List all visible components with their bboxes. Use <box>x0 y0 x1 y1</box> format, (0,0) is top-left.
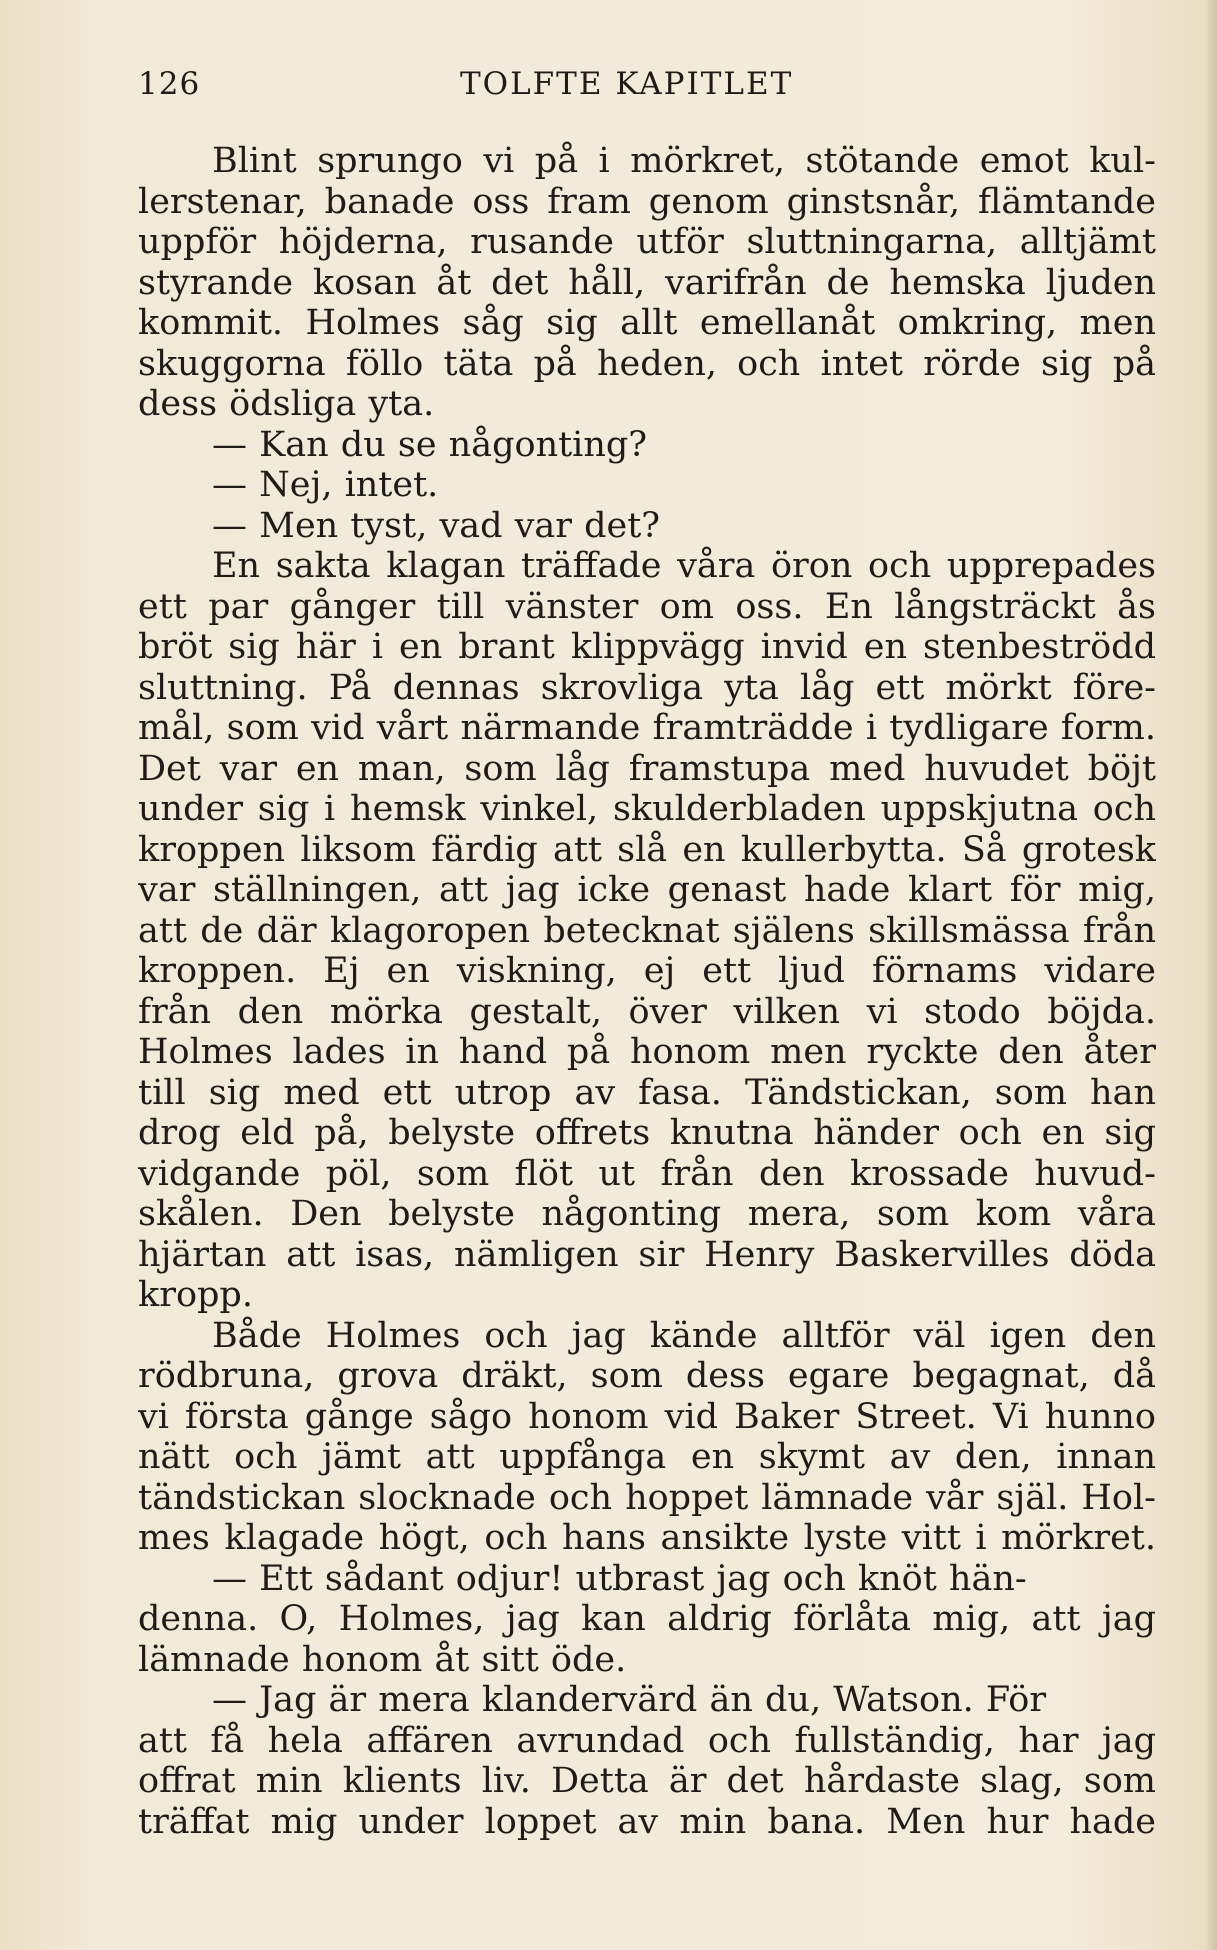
text-line-11: En sakta klagan träffade våra öron och upprepades <box>212 546 1156 586</box>
body-text <box>138 141 1156 1842</box>
text-line-34: tändstickan slocknade och hoppet lämnade vår själ. Hol- <box>138 1477 1156 1518</box>
text-line-3: uppför höjderna, rusande utför sluttningarna, alltjämt <box>138 222 1156 262</box>
text-line-15: mål, som vid vårt närmande framträdde i tydligare form. <box>138 708 1156 748</box>
text-line-10: — Men tyst, vad var det? <box>212 505 661 546</box>
text-line-35: mes klagade högt, och hans ansikte lyste vitt i mörkret. <box>138 1518 1156 1558</box>
text-line-31: rödbruna, grova dräkt, som dess egare begagnat, då <box>138 1356 1156 1396</box>
text-line-2: lerstenar, banade oss fram genom ginstsnår, flämtande <box>138 181 1156 222</box>
text-line-17: under sig i hemsk vinkel, skulderbladen uppskjutna och <box>138 789 1156 829</box>
text-line-23: Holmes lades in hand på honom men ryckte den åter <box>138 1032 1156 1072</box>
text-line-25: drog eld på, belyste offrets knutna händer och en sig <box>138 1113 1156 1153</box>
text-line-30: Både Holmes och jag kände alltför väl igen den <box>212 1315 1156 1356</box>
text-line-20: att de där klagoropen betecknat själens skillsmässa från <box>138 910 1156 951</box>
text-line-36: — Ett sådant odjur! utbrast jag och knöt hän- <box>212 1558 1027 1599</box>
text-line-19: var ställningen, att jag icke genast hade klart för mig, <box>138 870 1156 910</box>
text-line-13: bröt sig här i en brant klippvägg invid en stenbeströdd <box>138 627 1156 667</box>
text-line-32: vi första gånge sågo honom vid Baker Street. Vi hunno <box>138 1396 1156 1437</box>
text-line-12: ett par gånger till vänster om oss. En långsträckt ås <box>138 586 1156 627</box>
page-edge-shadow <box>1205 0 1217 1950</box>
text-line-4: styrande kosan åt det håll, varifrån de hemska ljuden <box>138 262 1156 303</box>
text-line-16: Det var en man, som låg framstupa med huvudet böjt <box>138 748 1156 789</box>
text-line-33: nätt och jämt att uppfånga en skymt av den, innan <box>138 1437 1156 1477</box>
text-line-8: — Kan du se någonting? <box>212 424 648 465</box>
text-line-6: skuggorna föllo täta på heden, och intet rörde sig på <box>138 343 1156 384</box>
page-header <box>138 66 1158 114</box>
text-line-40: att få hela affären avrundad och fullständig, har jag <box>138 1720 1156 1761</box>
text-line-27: skålen. Den belyste någonting mera, som kom våra <box>138 1194 1156 1234</box>
text-line-41: offrat min klients liv. Detta är det hårdaste slag, som <box>138 1761 1156 1801</box>
page-number: 126 <box>138 66 201 102</box>
text-line-24: till sig med ett utrop av fasa. Tändstickan, som han <box>138 1072 1156 1113</box>
text-line-39: — Jag är mera klandervärd än du, Watson. För <box>212 1680 1047 1720</box>
text-line-9: — Nej, intet. <box>212 465 439 505</box>
text-line-1: Blint sprungo vi på i mörkret, stötande emot kul- <box>212 141 1156 181</box>
text-line-37: denna. O, Holmes, jag kan aldrig förlåta mig, att jag <box>138 1599 1156 1639</box>
text-line-21: kroppen. Ej en viskning, ej ett ljud förnams vidare <box>138 951 1156 991</box>
text-line-26: vidgande pöl, som flöt ut från den krossade huvud- <box>138 1153 1156 1194</box>
text-line-28: hjärtan att isas, nämligen sir Henry Baskervilles döda <box>138 1234 1156 1275</box>
text-line-7: dess ödsliga yta. <box>138 384 435 424</box>
text-line-5: kommit. Holmes såg sig allt emellanåt omkring, men <box>138 303 1156 343</box>
text-line-18: kroppen liksom färdig att slå en kullerbytta. Så grotesk <box>138 829 1156 870</box>
text-line-38: lämnade honom åt sitt öde. <box>138 1639 627 1680</box>
text-line-22: från den mörka gestalt, över vilken vi stodo böjda. <box>138 991 1156 1032</box>
text-line-14: sluttning. På dennas skrovliga yta låg ett mörkt före- <box>138 667 1156 708</box>
text-line-42: träffat mig under loppet av min bana. Men hur hade <box>138 1801 1156 1842</box>
running-head: TOLFTE KAPITLET <box>460 66 794 102</box>
text-line-29: kropp. <box>138 1275 253 1315</box>
